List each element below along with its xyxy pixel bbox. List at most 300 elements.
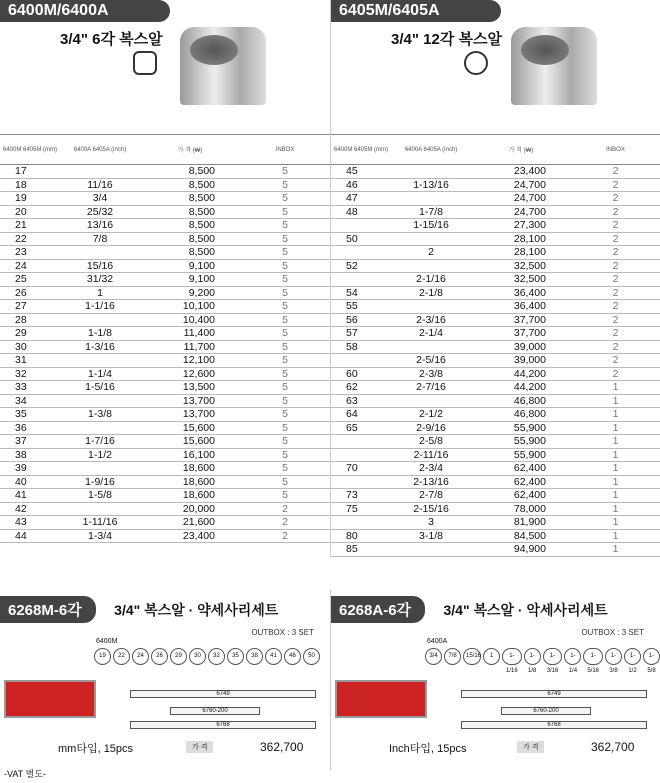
inch-cell: 1-5/16 <box>60 381 140 395</box>
inch-cell: 2-7/8 <box>391 489 471 503</box>
price-cell: 37,700 <box>471 327 571 341</box>
price-cell: 24,700 <box>471 205 571 219</box>
price-cell: 32,500 <box>471 273 571 287</box>
series-label: 6400M <box>96 638 118 645</box>
price-cell: 39,000 <box>471 354 571 368</box>
col-mm: 6400M 6405M (mm) <box>0 135 60 165</box>
inch-cell: 1-3/4 <box>60 529 140 543</box>
mm-cell: 43 <box>0 516 60 530</box>
table-row <box>331 327 660 341</box>
mm-cell: 58 <box>331 340 391 354</box>
series-label: 6400A <box>427 638 448 645</box>
inbox-cell: 2 <box>571 205 660 219</box>
inbox-cell: 5 <box>240 259 330 273</box>
price-cell: 46,800 <box>471 408 571 422</box>
table-row <box>331 435 660 449</box>
table-row <box>0 259 330 273</box>
inch-cell: 15/16 <box>60 259 140 273</box>
subtitle: 3/4" 6각 복스알 <box>60 31 163 48</box>
inbox-cell: 2 <box>571 219 660 233</box>
table-row <box>331 232 660 246</box>
table-row <box>331 286 660 300</box>
price-cell: 10,100 <box>140 300 240 314</box>
mm-cell <box>331 273 391 287</box>
size-chip: 26 <box>151 648 168 665</box>
table-row <box>331 192 660 206</box>
inbox-cell: 2 <box>571 286 660 300</box>
case-image <box>4 680 96 718</box>
12point-icon <box>464 51 488 75</box>
price-cell: 55,900 <box>471 448 571 462</box>
price-cell: 9,100 <box>140 273 240 287</box>
table-row <box>331 475 660 489</box>
set-caption: Inch타입, 15pcs <box>389 743 467 755</box>
size-chip: 35 <box>227 648 244 665</box>
vat-note: -VAT 별도- <box>4 769 46 779</box>
size-chip: 1-3/8 <box>605 648 622 665</box>
price-cell: 81,900 <box>471 516 571 530</box>
mm-cell: 22 <box>0 232 60 246</box>
table-row <box>331 529 660 543</box>
table-row <box>0 475 330 489</box>
price-cell: 39,000 <box>471 340 571 354</box>
mm-cell: 28 <box>0 313 60 327</box>
price-cell: 8,500 <box>140 205 240 219</box>
size-chip: 1 <box>483 648 500 665</box>
price-cell: 55,900 <box>471 435 571 449</box>
inch-cell: 2 <box>391 246 471 260</box>
mm-cell: 20 <box>0 205 60 219</box>
price-label: 가 격 <box>186 741 213 753</box>
mm-cell: 31 <box>0 354 60 368</box>
mm-cell: 41 <box>0 489 60 503</box>
price-cell: 36,400 <box>471 286 571 300</box>
table-row <box>331 219 660 233</box>
table-row <box>0 435 330 449</box>
size-chip: 41 <box>265 648 282 665</box>
price-cell: 94,900 <box>471 543 571 557</box>
mm-cell: 37 <box>0 435 60 449</box>
inch-cell: 2-15/16 <box>391 502 471 516</box>
size-chips <box>94 648 320 665</box>
mm-cell: 64 <box>331 408 391 422</box>
col-inch: 6400A 6405A (inch) <box>60 135 140 165</box>
price-cell: 20,000 <box>140 502 240 516</box>
inbox-cell: 5 <box>240 408 330 422</box>
mm-cell: 23 <box>0 246 60 260</box>
mm-cell: 26 <box>0 286 60 300</box>
inbox-cell: 5 <box>240 313 330 327</box>
inch-cell: 1-11/16 <box>60 516 140 530</box>
price-table <box>331 134 660 557</box>
size-chip: 46 <box>284 648 301 665</box>
inch-cell: 3/4 <box>60 192 140 206</box>
inbox-cell: 2 <box>571 354 660 368</box>
inbox-cell: 5 <box>240 192 330 206</box>
mm-cell: 85 <box>331 543 391 557</box>
inbox-cell: 5 <box>240 219 330 233</box>
table-row <box>0 313 330 327</box>
table-row <box>331 246 660 260</box>
table-row <box>0 340 330 354</box>
price-cell: 23,400 <box>471 165 571 179</box>
handle-tool: 6768 <box>461 721 647 729</box>
mm-cell: 63 <box>331 394 391 408</box>
price-cell: 28,100 <box>471 232 571 246</box>
price-cell: 18,600 <box>140 475 240 489</box>
mm-cell: 34 <box>0 394 60 408</box>
size-chip: 1-1/2 <box>624 648 641 665</box>
inbox-cell: 1 <box>571 529 660 543</box>
mm-cell: 80 <box>331 529 391 543</box>
col-inbox: INBOX <box>571 135 660 165</box>
mm-cell <box>331 219 391 233</box>
inbox-cell: 5 <box>240 205 330 219</box>
price-label: 가 격 <box>517 741 544 753</box>
inch-cell: 2-5/8 <box>391 435 471 449</box>
size-chip: 1-5/8 <box>643 648 660 665</box>
inbox-cell: 5 <box>240 381 330 395</box>
inch-cell <box>391 232 471 246</box>
inbox-cell: 5 <box>240 232 330 246</box>
mm-cell: 38 <box>0 448 60 462</box>
inbox-cell: 1 <box>571 475 660 489</box>
inbox-cell: 1 <box>571 408 660 422</box>
inch-cell: 2-11/16 <box>391 448 471 462</box>
inbox-cell: 1 <box>571 516 660 530</box>
col-inch: 6400A 6405A (inch) <box>391 135 471 165</box>
mm-cell: 32 <box>0 367 60 381</box>
table-row <box>331 313 660 327</box>
inch-cell <box>391 165 471 179</box>
inch-cell: 13/16 <box>60 219 140 233</box>
size-chip: 1-5/16 <box>583 648 603 665</box>
inbox-cell: 5 <box>240 327 330 341</box>
inch-cell <box>60 246 140 260</box>
col-price: 가 격 (₩) <box>140 135 240 165</box>
inbox-cell: 1 <box>571 462 660 476</box>
size-chip: 50 <box>303 648 320 665</box>
table-row <box>0 232 330 246</box>
price-cell: 13,700 <box>140 408 240 422</box>
ratchet-tool: 6749 <box>130 690 316 698</box>
inbox-cell: 5 <box>240 367 330 381</box>
price-cell: 44,200 <box>471 381 571 395</box>
mm-cell: 18 <box>0 178 60 192</box>
set-price: 362,700 <box>591 740 635 754</box>
table-row <box>0 381 330 395</box>
table-row <box>0 529 330 543</box>
inbox-cell: 2 <box>571 367 660 381</box>
price-cell: 46,800 <box>471 394 571 408</box>
inch-cell: 2-3/4 <box>391 462 471 476</box>
inch-cell: 1-3/16 <box>60 340 140 354</box>
table-row <box>331 543 660 557</box>
inch-cell: 1-15/16 <box>391 219 471 233</box>
size-chip: 24 <box>132 648 149 665</box>
inch-cell: 31/32 <box>60 273 140 287</box>
outbox: OUTBOX : 3 SET <box>581 628 644 637</box>
case-image <box>335 680 427 718</box>
inch-cell <box>60 421 140 435</box>
mm-cell: 44 <box>0 529 60 543</box>
size-chip: 1-1/4 <box>564 648 581 665</box>
inbox-cell: 5 <box>240 246 330 260</box>
inch-cell: 2-1/16 <box>391 273 471 287</box>
inch-cell: 2-9/16 <box>391 421 471 435</box>
size-chip: 15/16 <box>463 648 481 665</box>
mm-cell: 33 <box>0 381 60 395</box>
set-title: 3/4" 복스알 · 악세사리세트 <box>443 602 608 618</box>
price-cell: 8,500 <box>140 219 240 233</box>
mm-cell: 27 <box>0 300 60 314</box>
inbox-cell: 2 <box>571 232 660 246</box>
mm-cell: 50 <box>331 232 391 246</box>
inbox-cell: 2 <box>571 192 660 206</box>
inch-cell <box>60 394 140 408</box>
inch-cell: 1-9/16 <box>60 475 140 489</box>
mm-cell <box>331 448 391 462</box>
table-row <box>331 394 660 408</box>
inch-cell: 1-7/8 <box>391 205 471 219</box>
size-chip: 3/4 <box>425 648 442 665</box>
mm-cell: 35 <box>0 408 60 422</box>
mm-cell: 47 <box>331 192 391 206</box>
mm-cell: 42 <box>0 502 60 516</box>
inch-cell: 1-1/16 <box>60 300 140 314</box>
mm-cell: 75 <box>331 502 391 516</box>
handle-tool: 6768 <box>130 721 316 729</box>
table-row <box>0 502 330 516</box>
mm-cell: 52 <box>331 259 391 273</box>
table-row <box>0 367 330 381</box>
price-cell: 78,000 <box>471 502 571 516</box>
inbox-cell: 5 <box>240 421 330 435</box>
mm-cell: 48 <box>331 205 391 219</box>
price-cell: 84,500 <box>471 529 571 543</box>
price-cell: 62,400 <box>471 489 571 503</box>
table-row <box>0 286 330 300</box>
table-row <box>0 489 330 503</box>
table-row <box>331 448 660 462</box>
mm-cell <box>331 516 391 530</box>
mm-cell: 60 <box>331 367 391 381</box>
inch-cell <box>391 543 471 557</box>
subtitle: 3/4" 12각 복스알 <box>391 31 502 48</box>
inbox-cell: 1 <box>571 448 660 462</box>
price-cell: 12,100 <box>140 354 240 368</box>
table-row <box>0 516 330 530</box>
inbox-cell: 2 <box>571 246 660 260</box>
mm-cell: 17 <box>0 165 60 179</box>
hex-icon <box>133 51 157 75</box>
size-chip: 29 <box>170 648 187 665</box>
table-row <box>0 205 330 219</box>
model-title: 6405M/6405A <box>331 0 501 22</box>
mm-cell <box>331 246 391 260</box>
inbox-cell: 2 <box>571 300 660 314</box>
mm-cell: 54 <box>331 286 391 300</box>
price-cell: 62,400 <box>471 475 571 489</box>
inch-cell: 1-5/8 <box>60 489 140 503</box>
mm-cell: 25 <box>0 273 60 287</box>
inch-cell: 1-13/16 <box>391 178 471 192</box>
inbox-cell: 5 <box>240 489 330 503</box>
inbox-cell: 5 <box>240 340 330 354</box>
table-row <box>0 300 330 314</box>
inbox-cell: 2 <box>571 340 660 354</box>
inch-cell: 2-1/2 <box>391 408 471 422</box>
size-chip: 1-3/16 <box>543 648 563 665</box>
inbox-cell: 5 <box>240 394 330 408</box>
mm-cell: 24 <box>0 259 60 273</box>
col-inbox: INBOX <box>240 135 330 165</box>
price-cell: 13,500 <box>140 381 240 395</box>
price-cell: 10,400 <box>140 313 240 327</box>
set-code: 6268A-6각 <box>331 596 425 623</box>
inch-cell: 1-7/16 <box>60 435 140 449</box>
inbox-cell: 5 <box>240 286 330 300</box>
inbox-cell: 1 <box>571 543 660 557</box>
price-cell: 15,600 <box>140 435 240 449</box>
table-row <box>331 354 660 368</box>
inch-cell: 2-3/16 <box>391 313 471 327</box>
mm-cell: 70 <box>331 462 391 476</box>
mm-cell <box>331 475 391 489</box>
price-cell: 62,400 <box>471 462 571 476</box>
price-cell: 8,500 <box>140 178 240 192</box>
product-image <box>331 49 660 134</box>
inbox-cell: 5 <box>240 165 330 179</box>
inbox-cell: 2 <box>571 313 660 327</box>
mm-cell: 73 <box>331 489 391 503</box>
inch-cell: 1-1/2 <box>60 448 140 462</box>
inch-cell <box>60 313 140 327</box>
inch-cell: 11/16 <box>60 178 140 192</box>
price-cell: 12,600 <box>140 367 240 381</box>
inbox-cell: 1 <box>571 394 660 408</box>
price-cell: 28,100 <box>471 246 571 260</box>
table-row <box>0 273 330 287</box>
price-cell: 36,400 <box>471 300 571 314</box>
table-row <box>0 192 330 206</box>
table-row <box>331 205 660 219</box>
table-row <box>0 246 330 260</box>
outbox: OUTBOX : 3 SET <box>251 628 314 637</box>
price-cell: 13,700 <box>140 394 240 408</box>
price-cell: 8,500 <box>140 192 240 206</box>
inch-cell: 25/32 <box>60 205 140 219</box>
inch-cell: 2-1/4 <box>391 327 471 341</box>
set-inch <box>330 590 660 770</box>
inch-cell: 1-1/4 <box>60 367 140 381</box>
price-cell: 24,700 <box>471 192 571 206</box>
inch-cell: 2-7/16 <box>391 381 471 395</box>
inbox-cell: 2 <box>571 273 660 287</box>
table-row <box>331 489 660 503</box>
table-row <box>0 394 330 408</box>
inbox-cell: 5 <box>240 475 330 489</box>
table-row <box>331 273 660 287</box>
inbox-cell: 2 <box>240 516 330 530</box>
inch-cell: 7/8 <box>60 232 140 246</box>
socket-image <box>180 27 266 105</box>
inbox-cell: 2 <box>571 165 660 179</box>
set-mm <box>0 590 330 770</box>
price-cell: 8,500 <box>140 246 240 260</box>
price-cell: 11,700 <box>140 340 240 354</box>
table-row <box>331 165 660 179</box>
set-code: 6268M-6각 <box>0 596 96 623</box>
size-chip: 1-1/16 <box>502 648 522 665</box>
mm-cell: 29 <box>0 327 60 341</box>
extension-tool: 6760-200 <box>501 707 591 715</box>
inch-cell: 2-1/8 <box>391 286 471 300</box>
price-cell: 9,100 <box>140 259 240 273</box>
inch-cell <box>60 502 140 516</box>
inbox-cell: 1 <box>571 381 660 395</box>
price-cell: 8,500 <box>140 232 240 246</box>
inbox-cell: 1 <box>571 421 660 435</box>
size-chip: 30 <box>189 648 206 665</box>
size-chip: 1-1/8 <box>524 648 541 665</box>
mm-cell: 40 <box>0 475 60 489</box>
mm-cell: 57 <box>331 327 391 341</box>
inbox-cell: 5 <box>240 354 330 368</box>
table-row <box>0 165 330 179</box>
inbox-cell: 2 <box>240 502 330 516</box>
table-row <box>0 354 330 368</box>
mm-cell: 65 <box>331 421 391 435</box>
extension-tool: 6760-200 <box>170 707 260 715</box>
col-price: 가 격 (₩) <box>471 135 571 165</box>
inbox-cell: 2 <box>571 327 660 341</box>
table-row <box>0 219 330 233</box>
inch-cell <box>391 340 471 354</box>
col-mm: 6400M 6405M (mm) <box>331 135 391 165</box>
price-cell: 23,400 <box>140 529 240 543</box>
inch-cell: 1 <box>60 286 140 300</box>
inbox-cell: 5 <box>240 273 330 287</box>
inch-cell <box>60 462 140 476</box>
table-row <box>0 327 330 341</box>
inbox-cell: 5 <box>240 448 330 462</box>
table-row <box>331 381 660 395</box>
model-title: 6400M/6400A <box>0 0 170 22</box>
price-cell: 32,500 <box>471 259 571 273</box>
socket-image <box>511 27 597 105</box>
table-row <box>0 462 330 476</box>
mm-cell: 30 <box>0 340 60 354</box>
price-cell: 18,600 <box>140 489 240 503</box>
size-chip: 19 <box>94 648 111 665</box>
price-cell: 44,200 <box>471 367 571 381</box>
inch-cell: 2-3/8 <box>391 367 471 381</box>
table-row <box>0 178 330 192</box>
table-row <box>331 367 660 381</box>
ratchet-tool: 6749 <box>461 690 647 698</box>
mm-cell <box>331 435 391 449</box>
inch-cell <box>391 300 471 314</box>
table-row <box>331 178 660 192</box>
inbox-cell: 1 <box>571 489 660 503</box>
product-image <box>0 49 330 134</box>
inch-cell <box>391 394 471 408</box>
price-cell: 21,600 <box>140 516 240 530</box>
inch-cell: 1-3/8 <box>60 408 140 422</box>
table-row <box>331 340 660 354</box>
inch-cell: 1-1/8 <box>60 327 140 341</box>
